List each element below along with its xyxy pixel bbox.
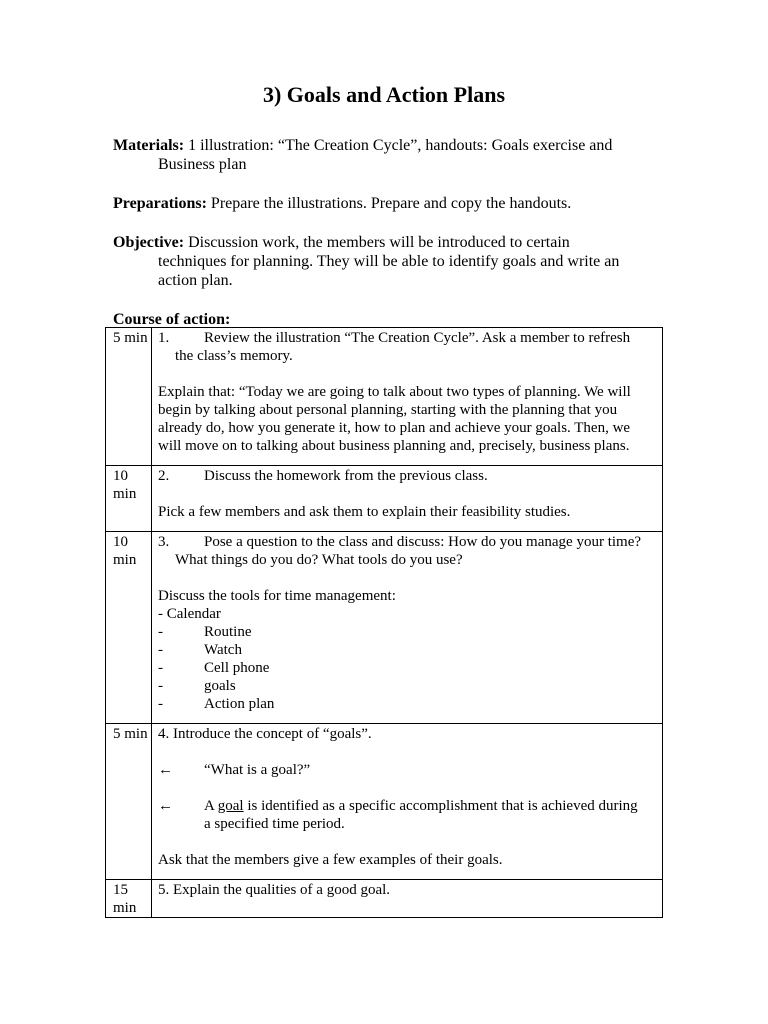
list-item: [158, 695, 656, 713]
list-item: - Calendar: [158, 606, 221, 622]
time-cell: 10 min: [106, 466, 152, 532]
objective-text-cont: action plan.: [158, 272, 233, 289]
tools-intro: Discuss the tools for time management:: [158, 588, 396, 604]
step-number: 2.: [158, 468, 170, 484]
list-item: [158, 623, 656, 641]
step-cell: [152, 532, 663, 724]
step-text-cont: What things do you do? What tools do you use?: [175, 552, 463, 568]
list-item-text: goals: [204, 678, 236, 694]
preparations-paragraph: [113, 194, 633, 213]
table-row: [106, 532, 663, 724]
explain-line: Explain that: “Today we are going to talk about two types of planning. We will: [158, 384, 631, 400]
preparations-text: Prepare the illustrations. Prepare and copy the handouts.: [210, 195, 572, 212]
dash-bullet: -: [158, 642, 163, 658]
step-cell: [152, 466, 663, 532]
step-note: Ask that the members give a few examples of their goals.: [158, 852, 503, 868]
course-heading: Course of action:: [113, 311, 231, 328]
list-item-text: Cell phone: [204, 660, 270, 676]
objective-text: Discussion work, the members will be introduced to certain: [188, 234, 570, 251]
objective-text-cont: techniques for planning. They will be able to identify goals and write an: [158, 253, 620, 270]
list-item: [158, 761, 656, 779]
dash-bullet: -: [158, 660, 163, 676]
explain-line: begin by talking about personal planning, starting with the planning that you: [158, 402, 618, 418]
materials-paragraph: [113, 136, 633, 174]
dash-bullet: -: [158, 624, 163, 640]
materials-label: Materials:: [113, 137, 185, 154]
step-cell: [152, 724, 663, 880]
definition-text: A goal is identified as a specific accomplishment that is achieved during a specified time period.: [204, 798, 638, 832]
materials-text-cont: Business plan: [158, 156, 247, 173]
step-text: 5. Explain the qualities of a good goal.: [158, 882, 391, 898]
time-cell: 10 min: [106, 532, 152, 724]
step-text-cont: the class’s memory.: [175, 348, 293, 364]
list-item: [158, 797, 656, 833]
step-number: 1.: [158, 330, 170, 346]
time-cell: 5 min: [106, 724, 152, 880]
step-cell: [152, 880, 663, 918]
page-title: 3) Goals and Action Plans: [262, 82, 506, 107]
course-table: [105, 327, 663, 918]
list-item-text: Watch: [204, 642, 242, 658]
step-number: 3.: [158, 534, 170, 550]
goal-term: goal: [217, 798, 244, 814]
step-text: Discuss the homework from the previous class.: [204, 468, 488, 484]
list-item-text: Action plan: [204, 696, 275, 712]
table-row: [106, 466, 663, 532]
time-cell: 15 min: [106, 880, 152, 918]
left-arrow-icon: ←: [158, 798, 173, 814]
question-text: “What is a goal?”: [204, 762, 311, 778]
step-text: 4. Introduce the concept of “goals”.: [158, 726, 372, 742]
step-text: Review the illustration “The Creation Cycle”. Ask a member to refresh: [204, 330, 631, 346]
left-arrow-icon: ←: [158, 762, 173, 778]
explain-line: will move on to talking about business planning and, precisely, business plans.: [158, 438, 630, 454]
objective-paragraph: [113, 233, 633, 290]
materials-text: 1 illustration: “The Creation Cycle”, handouts: Goals exercise and: [188, 137, 613, 154]
time-cell: 5 min: [106, 328, 152, 466]
list-item-text: Routine: [204, 624, 252, 640]
step-text: Pose a question to the class and discuss: How do you manage your time?: [204, 534, 642, 550]
step-cell: [152, 328, 663, 466]
explain-line: already do, how you generate it, how to plan and achieve your goals. Then, we: [158, 420, 631, 436]
list-item: [158, 659, 656, 677]
objective-label: Objective:: [113, 234, 185, 251]
table-row: [106, 724, 663, 880]
step-note: Pick a few members and ask them to explain their feasibility studies.: [158, 504, 571, 520]
table-row: [106, 880, 663, 918]
list-item: [158, 677, 656, 695]
table-row: [106, 328, 663, 466]
list-item: [158, 641, 656, 659]
dash-bullet: -: [158, 696, 163, 712]
dash-bullet: -: [158, 678, 163, 694]
preparations-label: Preparations:: [113, 195, 207, 212]
